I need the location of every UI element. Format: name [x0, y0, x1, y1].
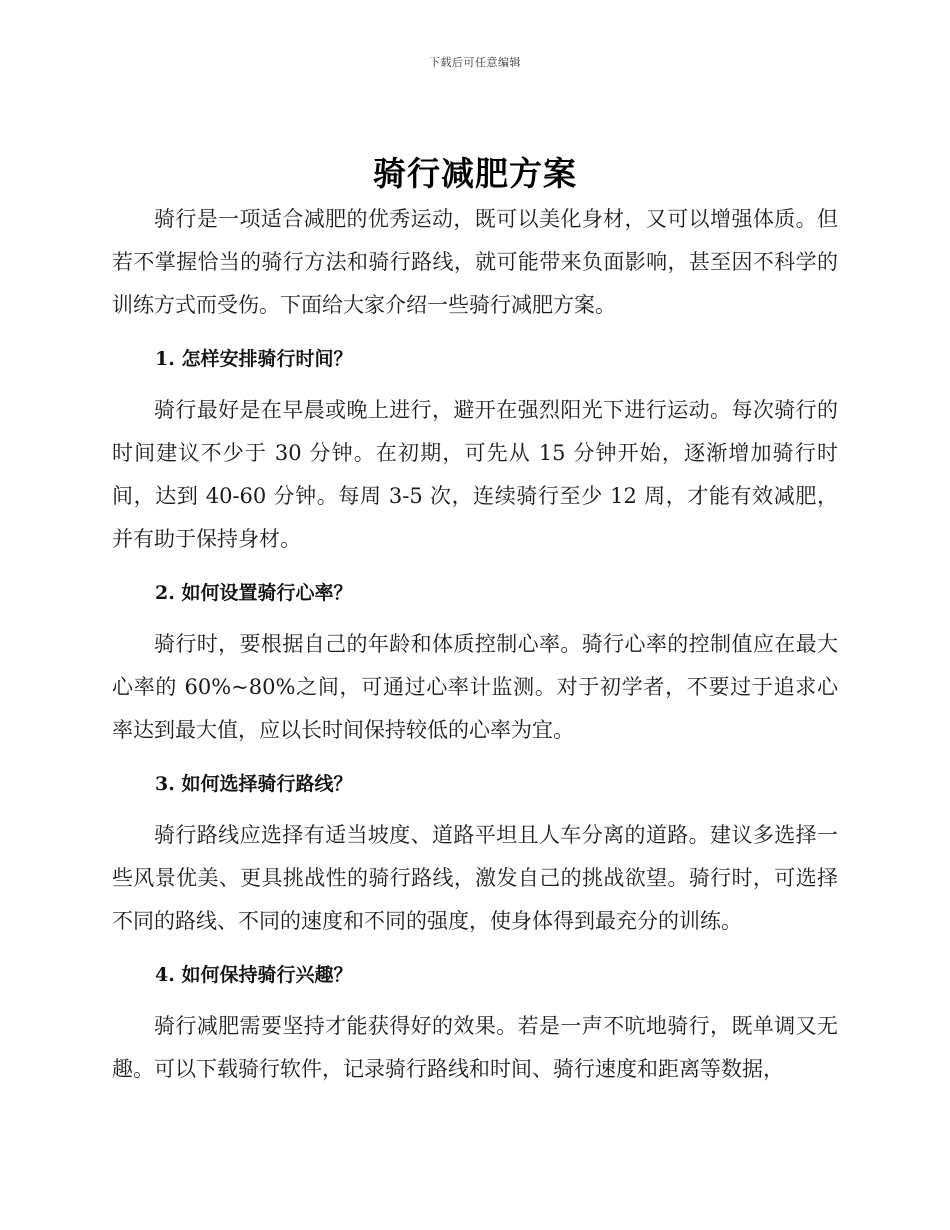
section-body-time: 骑行最好是在早晨或晚上进行，避开在强烈阳光下进行运动。每次骑行的时间建议不少于 30 分钟。在初期，可先从 15 分钟开始，逐渐增加骑行时间，达到 40-60 分钟。每周 3-5 次，连续骑行至少 12 周，才能有效减肥，并有助于保持身材。	[112, 398, 838, 551]
section-heading-heart-rate: 2. 如何设置骑行心率？	[155, 582, 353, 604]
section-body-heart-rate: 骑行时，要根据自己的年龄和体质控制心率。骑行心率的控制值应在最大心率的 60%~80%之间，可通过心率计监测。对于初学者，不要过于追求心率达到最大值，应以长时间保持较低的心率为宜。	[112, 632, 838, 742]
section-body-route: 骑行路线应选择有适当坡度、道路平坦且人车分离的道路。建议多选择一些风景优美、更具挑战性的骑行路线，激发自己的挑战欲望。骑行时，可选择不同的路线、不同的速度和不同的强度，使身体得到最充分的训练。	[112, 823, 838, 933]
intro-paragraph: 骑行是一项适合减肥的优秀运动，既可以美化身材，又可以增强体质。但若不掌握恰当的骑行方法和骑行路线，就可能带来负面影响，甚至因不科学的训练方式而受伤。下面给大家介绍一些骑行减肥方案。	[112, 207, 838, 317]
section-heading-interest: 4. 如何保持骑行兴趣？	[155, 964, 353, 986]
page-header-note: 下载后可任意编辑	[429, 56, 521, 69]
section-heading-route: 3. 如何选择骑行路线？	[155, 773, 353, 795]
document-title: 骑行减肥方案	[373, 154, 577, 193]
document-body	[112, 198, 838, 1091]
section-heading-time: 1. 怎样安排骑行时间？	[155, 348, 353, 370]
section-body-interest: 骑行减肥需要坚持才能获得好的效果。若是一声不吭地骑行，既单调又无趣。可以下载骑行软件，记录骑行路线和时间、骑行速度和距离等数据，	[112, 1014, 838, 1081]
